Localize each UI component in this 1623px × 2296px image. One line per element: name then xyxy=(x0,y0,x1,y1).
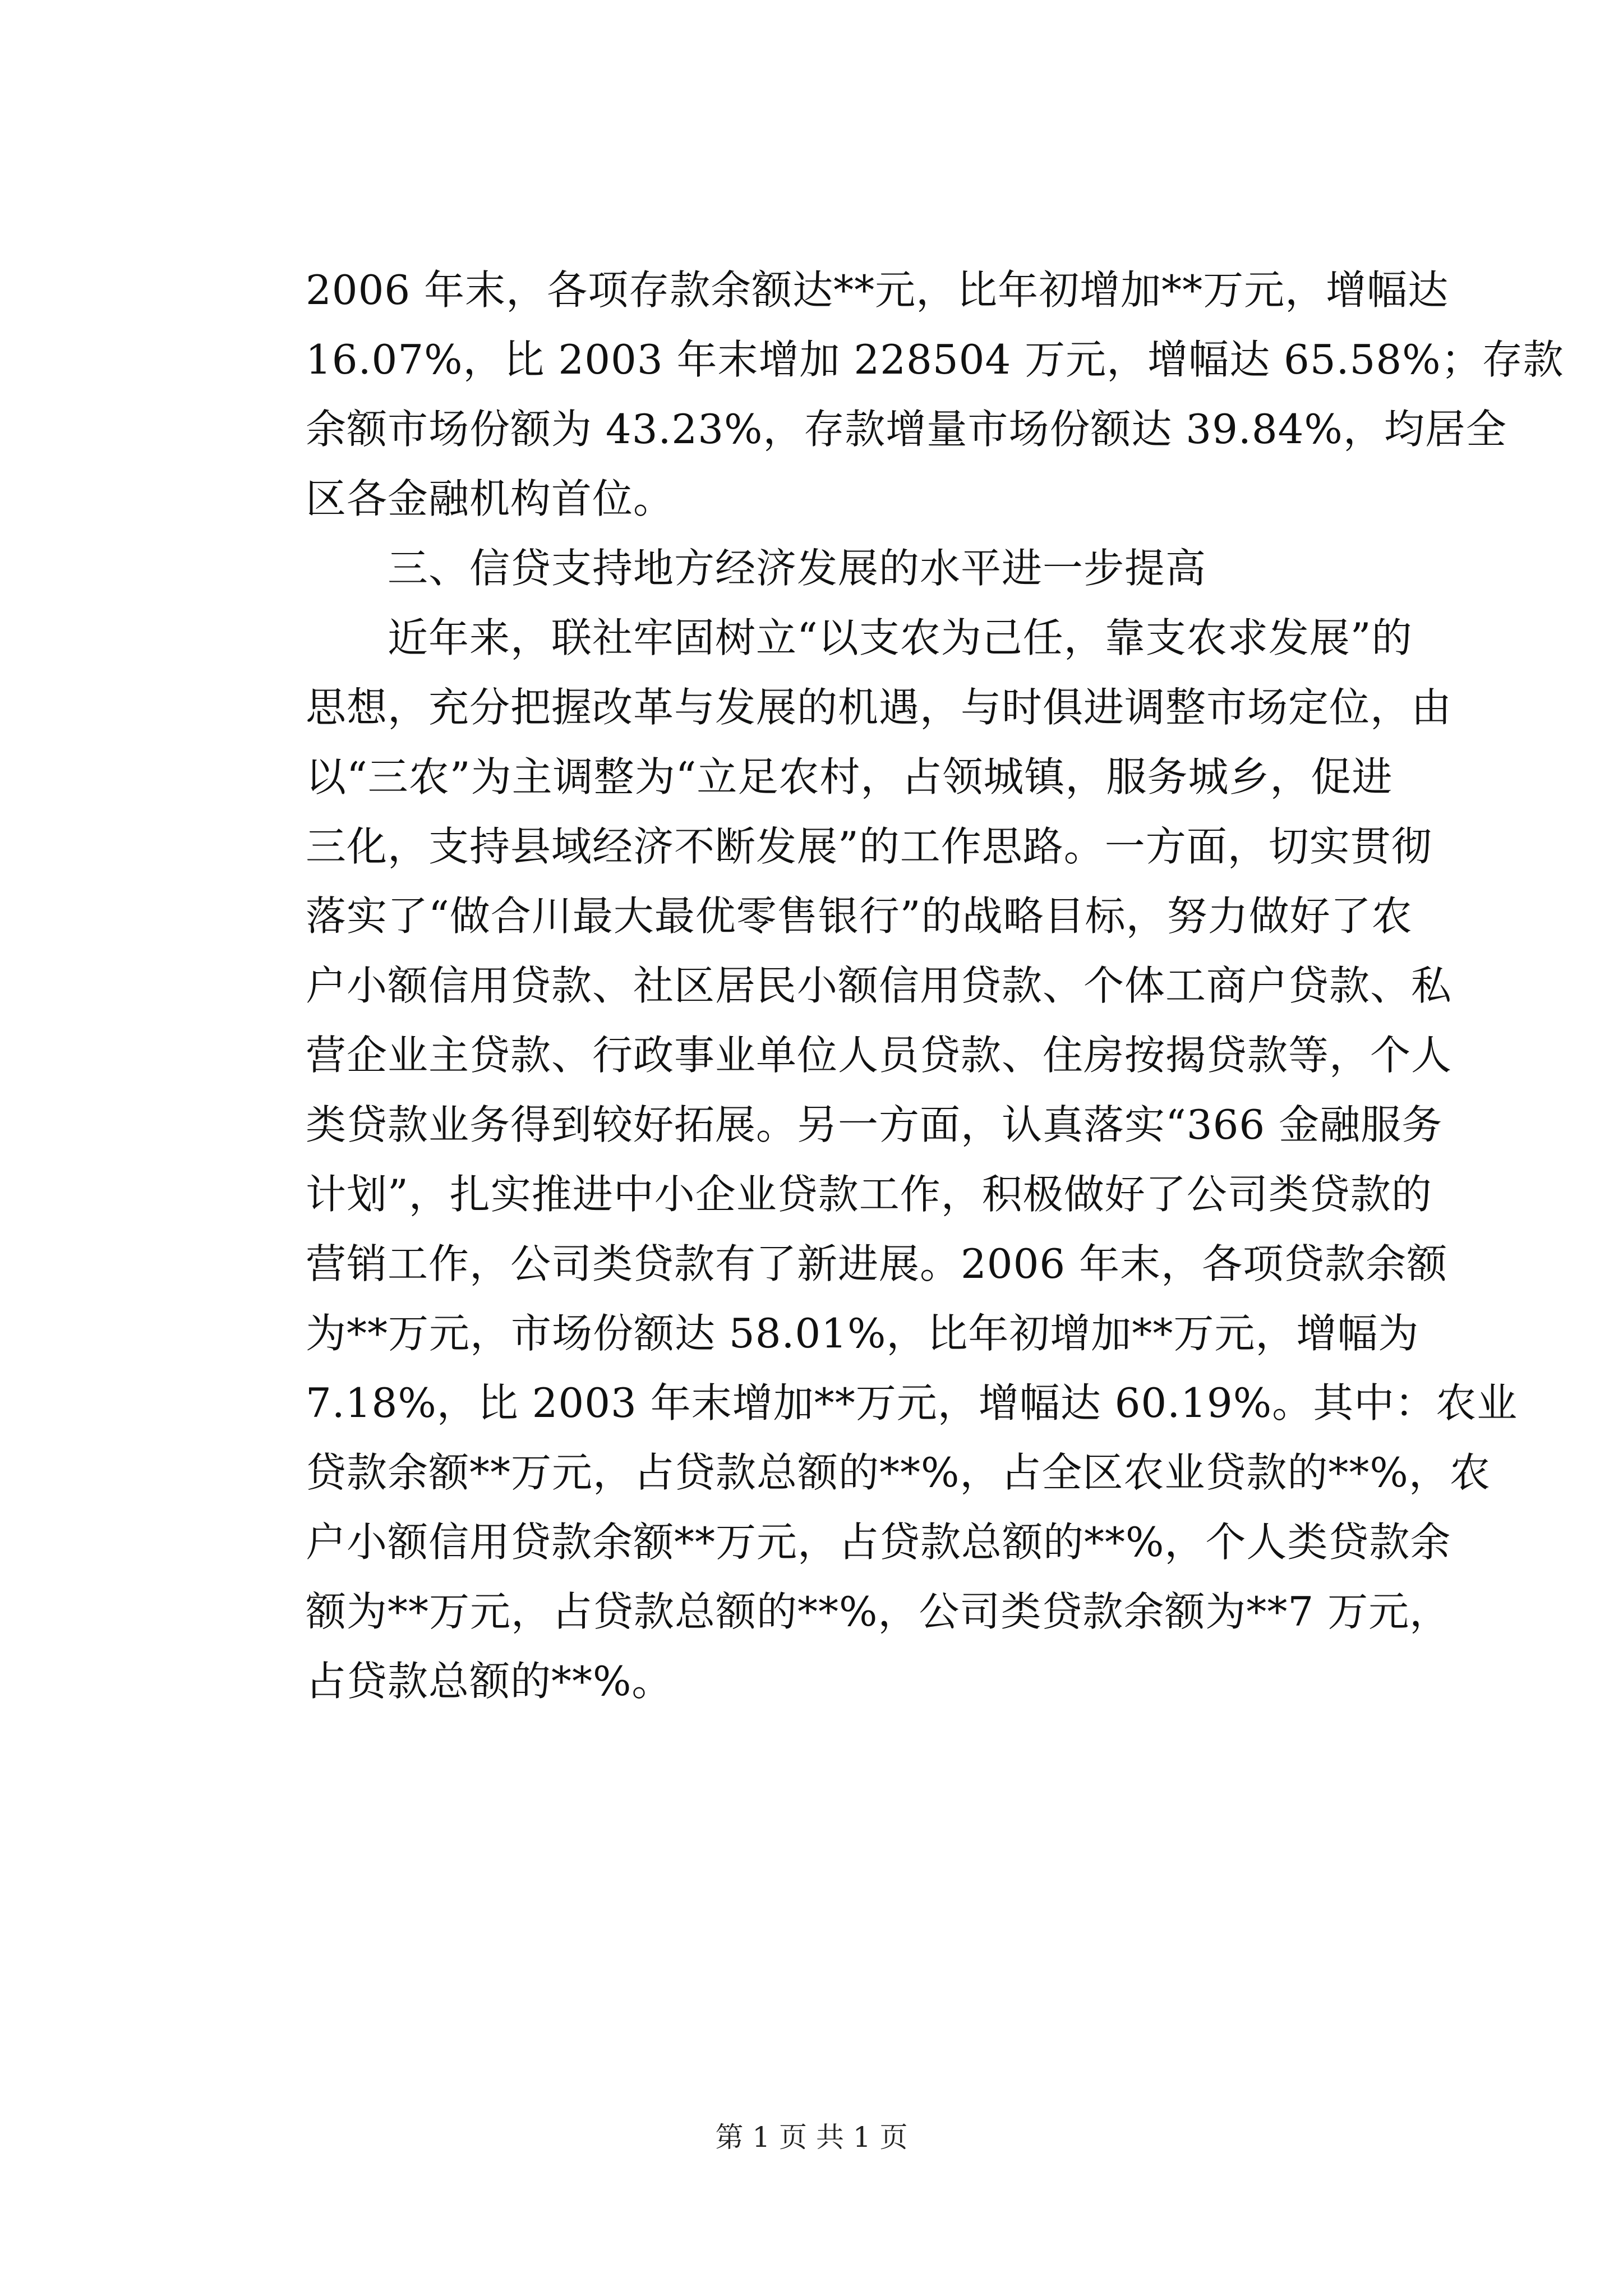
body-text xyxy=(306,255,1564,1716)
text-line: 思想，充分把握改革与发展的机遇，与时俱进调整市场定位，由 xyxy=(306,684,1453,731)
text-line: 类贷款业务得到较好拓展。另一方面，认真落实“366 金融服务 xyxy=(306,1101,1443,1148)
text-line: 落实了“做合川最大最优零售银行”的战略目标，努力做好了农 xyxy=(306,892,1413,940)
text-line: 户小额信用贷款余额**万元，占贷款总额的**%，个人类贷款余 xyxy=(306,1519,1451,1566)
text-line: 三化，支持县域经济不断发展”的工作思路。一方面，切实贯彻 xyxy=(306,823,1432,870)
text-line: 16.07%，比 2003 年末增加 228504 万元，增幅达 65.58%；存款 xyxy=(306,336,1564,383)
section-heading: 三、信贷支持地方经济发展的水平进一步提高 xyxy=(306,545,1207,592)
page-footer: 第 1 页 共 1 页 xyxy=(715,2121,908,2154)
text-line: 营企业主贷款、行政事业单位人员贷款、住房按揭贷款等，个人 xyxy=(306,1032,1453,1079)
text-line: 余额市场份额为 43.23%，存款增量市场份额达 39.84%，均居全 xyxy=(306,406,1507,453)
text-line: 2006 年末，各项存款余额达**元，比年初增加**万元，增幅达 xyxy=(306,266,1449,314)
text-line: 额为**万元，占贷款总额的**%，公司类贷款余额为**7 万元， xyxy=(306,1588,1451,1635)
text-line: 贷款余额**万元，占贷款总额的**%，占全区农业贷款的**%，农 xyxy=(306,1449,1491,1496)
text-line: 占贷款总额的**%。 xyxy=(306,1658,673,1705)
text-line: 以“三农”为主调整为“立足农村，占领城镇，服务城乡，促进 xyxy=(306,753,1393,800)
text-line: 计划”，扎实推进中小企业贷款工作，积极做好了公司类贷款的 xyxy=(306,1171,1432,1218)
text-line: 区各金融机构首位。 xyxy=(306,475,675,522)
text-line: 7.18%，比 2003 年末增加**万元，增幅达 60.19%。其中：农业 xyxy=(306,1379,1518,1427)
text-line: 为**万元，市场份额达 58.01%，比年初增加**万元，增幅为 xyxy=(306,1310,1419,1357)
text-line: 近年来，联社牢固树立“以支农为己任，靠支农求发展”的 xyxy=(306,614,1413,661)
text-line: 户小额信用贷款、社区居民小额信用贷款、个体工商户贷款、私 xyxy=(306,962,1453,1009)
text-line: 营销工作，公司类贷款有了新进展。2006 年末，各项贷款余额 xyxy=(306,1240,1448,1287)
